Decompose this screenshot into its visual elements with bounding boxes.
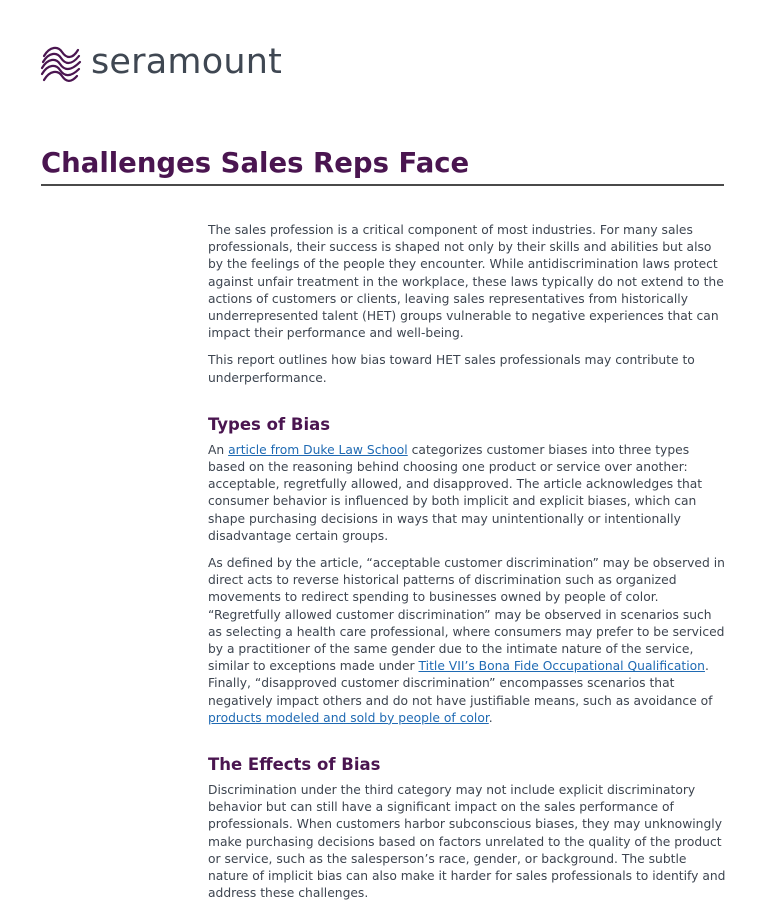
types-paragraph-1	[208, 442, 728, 545]
title-divider	[41, 184, 724, 186]
report-body	[208, 222, 728, 913]
page-title: Challenges Sales Reps Face	[41, 147, 470, 179]
brand-name: seramount	[91, 41, 283, 82]
text-segment: An	[208, 442, 229, 457]
seramount-logo	[38, 42, 282, 88]
section-heading-effects-of-bias: The Effects of Bias	[208, 755, 381, 775]
intro-paragraph-2: This report outlines how bias toward HET sales professionals may contribute to underperformance.	[208, 353, 695, 385]
text-segment: . Finally, “disapproved customer discrimination” encompasses scenarios that negatively impact others and do not have justifiable means, such as avoidance of	[208, 659, 713, 708]
effects-paragraph-1: Discrimination under the third category may not include explicit discriminatory behavior but can still have a significant impact on the sales performance of professionals. When customers harbor subconscious biases, they may unknowingly make purchasing decisions based on factors unrelated to the quality of the product or service, such as the salesperson’s race, gender, or background. The subtle nature of implicit bias can also make it harder for sales professionals to identify and address these challenges.	[208, 783, 726, 901]
text-segment: As defined by the article, “acceptable customer discrimination” may be observed in direct acts to reverse historical patterns of discrimination such as organized movements to redirect spending to businesses owned by people of color. “Regretfully allowed customer discrimination” may be observed in scenarios such as selecting a health care professional, where consumers may prefer to be serviced by a practitioner of the same gender due to the intimate nature of the service, similar to exceptions made under	[208, 556, 725, 674]
title-vii-bfoq-link[interactable]: Title VII’s Bona Fide Occupational Qualification	[418, 659, 705, 674]
duke-law-article-link[interactable]: article from Duke Law School	[228, 442, 408, 457]
seramount-swirl-icon	[38, 42, 84, 88]
intro-paragraph-1: The sales profession is a critical component of most industries. For many sales professionals, their success is shaped not only by their skills and abilities but also by the feelings of the people they encounter. While antidiscrimination laws protect against unfair treatment in the workplace, these laws typically do not extend to the actions of customers or clients, leaving sales representatives from historically underrepresented talent (HET) groups vulnerable to negative experiences that can impact their performance and well-being.	[208, 223, 724, 341]
types-paragraph-2	[208, 555, 728, 727]
text-segment: categorizes customer biases into three types based on the reasoning behind choosing one product or service over another: acceptable, regretfully allowed, and disapproved. The article acknowledges that consumer behavior is influenced by both implicit and explicit biases, which can shape purchasing decisions in ways that may unintentionally or intentionally disadvantage certain groups.	[208, 442, 703, 543]
section-heading-types-of-bias: Types of Bias	[208, 414, 331, 434]
products-modeled-link[interactable]: products modeled and sold by people of color	[208, 710, 489, 725]
text-segment: .	[488, 710, 493, 725]
